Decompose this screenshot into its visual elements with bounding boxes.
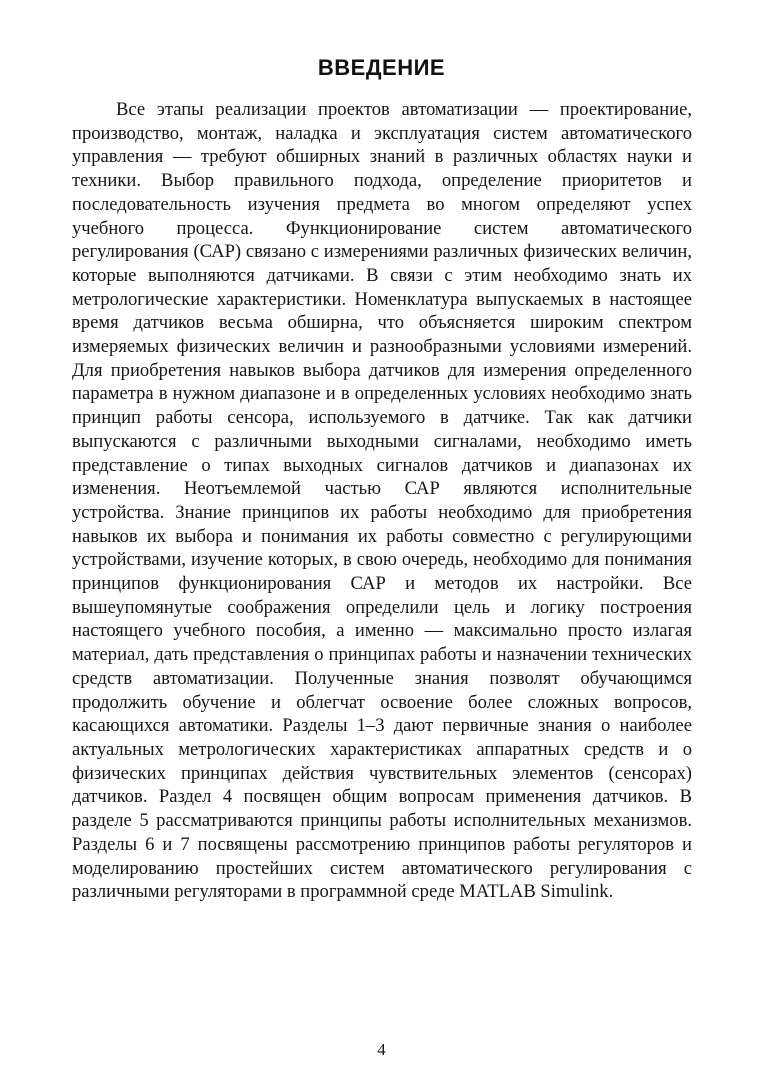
page-title: ВВЕДЕНИЕ <box>317 55 446 80</box>
introduction-paragraph: Все этапы реализации проектов автоматизации — проектирование, производство, монтаж, наладка и эксплуатация систем автоматического управления — требуют обширных знаний в различных областях науки и техники. Выбор правильного подхода, определение приоритетов и последовательность изучения предмета во многом определяют успех учебного процесса. Функционирование систем автоматического регулирования (САР) связано с измерениями различных физических величин, которые выполняются датчиками. В связи с этим необходимо знать их метрологические характеристики. Номенклатура выпускаемых в настоящее время датчиков весьма обширна, что объясняется широким спектром измеряемых физических величин и разнообразными условиями измерений. Для приобретения навыков выбора датчиков для измерения определенного параметра в нужном диапазоне и в определенных условиях необходимо знать принцип работы сенсора, используемого в датчике. Так как датчики выпускаются с различными выходными сигналами, необходимо иметь представление о типах выходных сигналов датчиков и диапазонах их изменения. Неотъемлемой частью САР являются исполнительные устройства. Знание принципов их работы необходимо для приобретения навыков их выбора и понимания их работы совместно с регулирующими устройствами, изучение которых, в свою очередь, необходимо для понимания принципов функционирования САР и методов их настройки. Все вышеупомянутые соображения определили цель и логику построения настоящего учебного пособия, а именно — максимально просто излагая материал, дать представления о принципах работы и назначении технических средств автоматизации. Полученные знания позволят обучающимся продолжить обучение и облегчат освоение более сложных вопросов, касающихся автоматики. Разделы 1–3 дают первичные знания о наиболее актуальных метрологических характеристиках аппаратных средств и о физических принципах действия чувствительных элементов (сенсорах) датчиков. Раздел 4 посвящен общим вопросам применения датчиков. В разделе 5 рассматриваются принципы работы исполнительных механизмов. Разделы 6 и 7 посвящены рассмотрению принципов работы регуляторов и моделированию простейших систем автоматического регулирования с различными регуляторами в программной среде MATLAB Simulink. <box>72 99 692 903</box>
page-number: 4 <box>377 1040 386 1059</box>
